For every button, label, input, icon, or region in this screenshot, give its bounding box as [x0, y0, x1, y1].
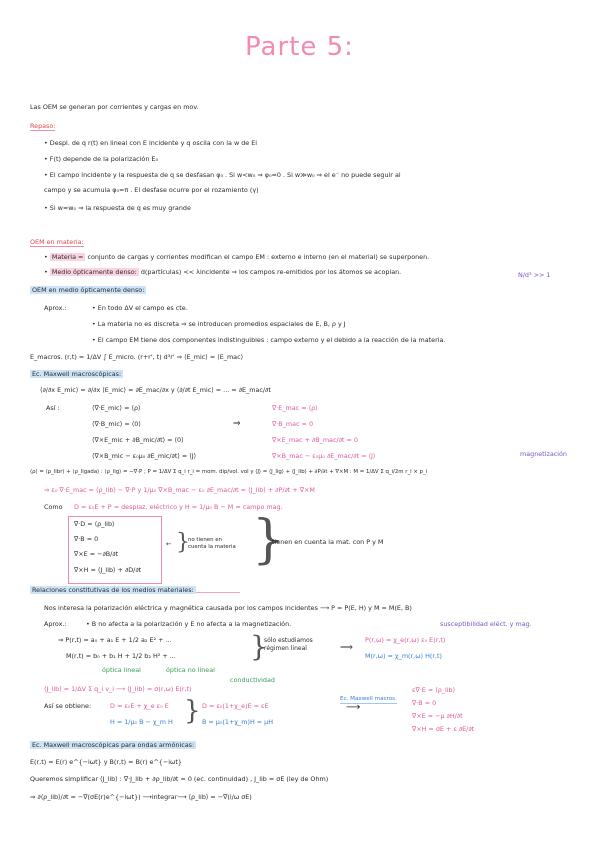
derivatives-line: ⟨∂/∂x E_mic⟩ = ∂/∂x ⟨E_mic⟩ = ∂E_mac/∂x y ⟨∂/∂t E_mic⟩ = ... = ∂E_mac/∂t: [40, 386, 271, 394]
D-epsilon: D = ε₀(1+χ_e)E = εE: [202, 702, 269, 710]
armonicas-line-2: Queremos simplificar ⟨J_lib⟩ : ∇·J_lib + ∂ρ_lib/∂t = 0 (ec. continuidad) , J_lib = σE (ley de Ohm): [30, 775, 329, 783]
macro-eq-line: ⇒ ε₀ ∇·E_mac = ⟨ρ_lib⟩ − ∇·P y 1/μ₀ ∇×B_mac − ε₀ ∂E_mac/∂t = ⟨J_lib⟩ + ∂P/∂t + ∇×M: [44, 486, 315, 494]
final-eq-1: ε∇·E = ⟨ρ_lib⟩: [412, 686, 456, 694]
expansion-M: M(r,t) = b₀ + b₁ H + 1/2 b₂ H² + ...: [66, 652, 176, 660]
constitutivas-heading: Relaciones constitutivas de los medios materiales:: [32, 586, 194, 594]
mic-eq-1: ⟨∇·E_mic⟩ = ⟨ρ⟩: [92, 404, 141, 412]
medio-denso-text: d(partículas) << λincidente ⇒ los campos re-emitidos por los átomos se acoplan.: [140, 268, 402, 276]
final-eq-4: ∇×H = σE + ε ∂E/∂t: [412, 725, 475, 733]
oem-materia-bullet-2: • Medio ópticamente denso: d(partículas) << λincidente ⇒ los campos re-emitidos por los átomos se acoplan.: [44, 268, 402, 276]
mic-eq-4: ⟨∇×B_mic − ε₀μ₀ ∂E_mic/∂t⟩ = ⟨J⟩: [92, 452, 197, 460]
outer-brace: }: [252, 510, 286, 570]
repaso-bullet-4: campo y se acumula φ₀=π . El desfase ocurre por el rozamiento (γ): [44, 186, 259, 194]
como-label: Como: [44, 503, 63, 511]
linear-M: M(r,ω) = χ_m(r,ω) H(r,t): [365, 652, 443, 660]
aprox-item-3: • El campo EM tiene dos componentes indistinguibles : campo externo y el debido a la reacción de la materia.: [92, 336, 446, 344]
final-eq-3: ∇×E = −μ ∂H/∂t: [412, 712, 463, 720]
constitutivas-aprox-label: Aprox.:: [44, 620, 67, 628]
aprox-label: Aprox.:: [44, 304, 67, 312]
medio-denso-key: Medio ópticamente denso:: [51, 268, 137, 276]
constitutivas-aprox-1: • B no afecta a la polarización y E no afecta a la magnetización.: [86, 620, 292, 628]
boxed-eq-4: ∇×H = ⟨J_lib⟩ + ∂D/∂t: [74, 566, 142, 574]
repaso-bullet-1: • Despl. de q r(t) en lineal con E incidente y q oscila con la w de Ei: [44, 139, 258, 147]
box-note: no tienen en cuenta la materia: [188, 537, 236, 550]
repaso-bullet-5: • Si w≈w₀ ⇒ la respuesta de q es muy grande: [44, 204, 191, 212]
box-arrows: ←: [166, 540, 172, 548]
page-title: Parte 5:: [245, 32, 354, 62]
aprox-item-1: • En todo ΔV el campo es cte.: [92, 304, 188, 312]
repaso-bullet-2: • F(t) depende de la polarización E₀: [44, 155, 159, 163]
como-definitions: D = ε₀E + P = desplaz. eléctrico y H = 1/μ₀ B − M = campo mag.: [74, 503, 283, 511]
mic-eq-3: ⟨∇×E_mic + ∂B_mic/∂t⟩ = ⟨0⟩: [92, 436, 184, 444]
mac-eq-2: ∇·B_mac = 0: [272, 420, 314, 428]
ec-maxwell-arrow: ⟶: [346, 702, 361, 713]
boxed-eq-2: ∇·B = 0: [74, 535, 99, 543]
lineal-arrow: ⟹: [340, 643, 353, 653]
brace-note: tienen en cuenta la mat. con P y M: [272, 538, 384, 546]
final-eq-2: ∇·B = 0: [412, 699, 437, 707]
armonicas-line-1: E(r,t) = E(r) e^{−iωt} y B(r,t) = B(r) e^{−iωt}: [30, 758, 182, 766]
mic-to-mac-arrow: ⇒: [233, 419, 241, 429]
aprox-item-2: • La materia no es discreta ⇒ se introducen promedios espaciales de E, B, ρ y J: [92, 320, 346, 328]
armonicas-heading: Ec. Maxwell macroscópicas para ondas armónicas:: [32, 741, 195, 749]
oem-materia-bullet-1: • Materia = conjunto de cargas y corrientes modifican el campo EM : externo e interno (en el material) se superponen.: [44, 253, 430, 261]
mac-eq-4: ∇×B_mac − ε₀μ₀ ∂E_mac/∂t = ⟨J⟩: [272, 452, 376, 460]
materia-key: Materia =: [51, 253, 84, 261]
optica-lineal-label: óptica lineal: [102, 666, 141, 674]
asi-obtiene-label: Así se obtiene:: [44, 702, 92, 710]
box-brace: }: [176, 530, 190, 555]
mac-eq-3: ∇×E_mac + ∂B_mac/∂t = 0: [272, 436, 358, 444]
materia-text: conjunto de cargas y corrientes modifican el campo EM : externo e interno (en el material) se superponen.: [87, 253, 430, 261]
optica-nolineal-label: óptica no lineal: [166, 666, 215, 674]
asi-label: Así :: [46, 404, 60, 412]
boxed-eq-3: ∇×E = −∂B/∂t: [74, 550, 119, 558]
intro-text: Las OEM se generan por corrientes y cargas en mov.: [30, 103, 199, 111]
macro-formula: E_macros. (r,t) = 1/ΔV ∫ E_micro. (r+r', t) d³r' ⇒ ⟨E_mic⟩ = ⟨E_mac⟩: [30, 353, 244, 361]
ec-maxwell-arrow-label: Ec. Maxwell macros.: [340, 696, 397, 702]
boxed-eq-1: ∇·D = ⟨ρ_lib⟩: [74, 520, 115, 528]
lineal-brace: }: [250, 630, 268, 663]
medio-denso-heading: OEM en medio ópticamente denso:: [32, 286, 145, 294]
linear-P: P(r,ω) = χ_e(r,ω) ε₀ E(r,t): [365, 636, 446, 644]
rho-j-line: ⟨ρ⟩ = ⟨ρ_libr⟩ + ⟨ρ_ligada⟩ : ⟨ρ_lig⟩ = −∇·P ; P = 1/ΔV Σ q_i r_i = mom. dip/vol. vol y ⟨J⟩ = ⟨J_lig⟩ + ⟨J_lib⟩ + ∂P/∂t + ∇×M : M = 1/ΔV Σ q_i/2m r_i × p_i: [30, 469, 428, 475]
D-left: D = ε₀E + χ_e ε₀ E: [110, 702, 169, 710]
B-mu: B = μ₀(1+χ_m)H = μH: [202, 718, 274, 726]
constitutivas-line-1: Nos interesa la polarización eléctrica y magnética causada por los campos incidentes ⟶ P = P(E, H) y M = M(E, B): [44, 604, 412, 612]
maxwell-macro-heading: Ec. Maxwell macroscópicas:: [32, 370, 122, 378]
J-lib-line: ⟨J_lib⟩ = 1/ΔV Σ q_i v_i ⟶ ⟨J_lib⟩ = σ(r,ω) E(r,t): [44, 685, 192, 693]
repaso-bullet-3: • El campo incidente y la respuesta de q se desfasan φ₀ . Si w<w₀ ⇒ φ₀≈0 . Si w≫w₀ ⇒ el e⁻ no puede seguir al: [44, 171, 401, 179]
oem-materia-heading: OEM en materia:: [30, 238, 84, 246]
mac-eq-1: ∇·E_mac = ⟨ρ⟩: [272, 404, 318, 412]
armonicas-line-3: ⇒ ∂⟨ρ_lib⟩/∂t = −∇(σE(r)e^{−iωt}) ⟶integrar⟶ ⟨ρ_lib⟩ = −∇(i/ω σE): [30, 793, 252, 801]
repaso-heading: Repaso:: [30, 122, 56, 130]
susceptibilidad-note: susceptibilidad eléct. y mag.: [440, 620, 532, 628]
H-left: H = 1/μ₀ B − χ_m H: [110, 718, 173, 726]
lineal-note: sólo estudiamos régimen lineal: [264, 637, 313, 652]
conductividad-label: conductividad: [230, 676, 275, 684]
constitutive-brace: }: [184, 696, 201, 726]
magnetizacion-note: magnetización: [520, 450, 567, 458]
expansion-P: ⇒ P(r,t) = a₀ + a₁ E + 1/2 a₂ E² + ...: [58, 636, 172, 644]
density-note: N/d³ >> 1: [518, 271, 551, 279]
mic-eq-2: ⟨∇·B_mic⟩ = ⟨0⟩: [92, 420, 141, 428]
